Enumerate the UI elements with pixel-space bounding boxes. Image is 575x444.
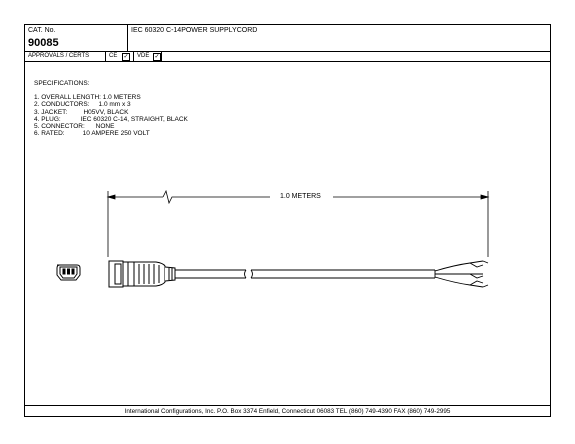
- spec-item: 6. RATED: 10 AMPERE 250 VOLT: [34, 130, 150, 138]
- spec-item: 1. OVERALL LENGTH: 1.0 METERS: [34, 94, 141, 102]
- drawing-sheet: [24, 24, 551, 417]
- footer-box: [25, 405, 550, 416]
- spec-item: 3. JACKET: H05VV, BLACK: [34, 108, 129, 116]
- checkbox-checked-icon: ✓: [154, 54, 160, 60]
- cat-number: 90085: [28, 37, 59, 49]
- cert-vde-label: VDE: [137, 53, 150, 59]
- footer-text: International Configurations, Inc. P.O. Box 3374 Enfield, Connecticut 06083 TEL (860) 749-4390 FAX (860) 749-2995: [124, 408, 451, 415]
- cert-ce-label: CE: [109, 53, 118, 59]
- iec-c14-inlet-icon: [57, 265, 80, 280]
- power-cord: [175, 270, 435, 278]
- dimension-label: 1.0 METERS: [277, 193, 324, 201]
- approvals-label: APPROVALS / CERTS: [28, 53, 90, 59]
- cord-drawing: [25, 25, 552, 418]
- plug-body: [109, 261, 175, 287]
- cat-label: CAT. No.: [28, 27, 56, 34]
- checkbox-checked-icon: ✓: [123, 54, 129, 60]
- spec-item: 2. CONDUCTORS: 1.0 mm x 3: [34, 101, 131, 109]
- description-text: IEC 60320 C-14POWER SUPPLYCORD: [131, 27, 258, 34]
- stripped-conductors: [435, 261, 488, 287]
- specifications-heading: SPECIFICATIONS:: [34, 80, 90, 87]
- spec-item: 4. PLUG: IEC 60320 C-14, STRAIGHT, BLACK: [34, 115, 188, 123]
- spec-item: 5. CONNECTOR: NONE: [34, 123, 115, 131]
